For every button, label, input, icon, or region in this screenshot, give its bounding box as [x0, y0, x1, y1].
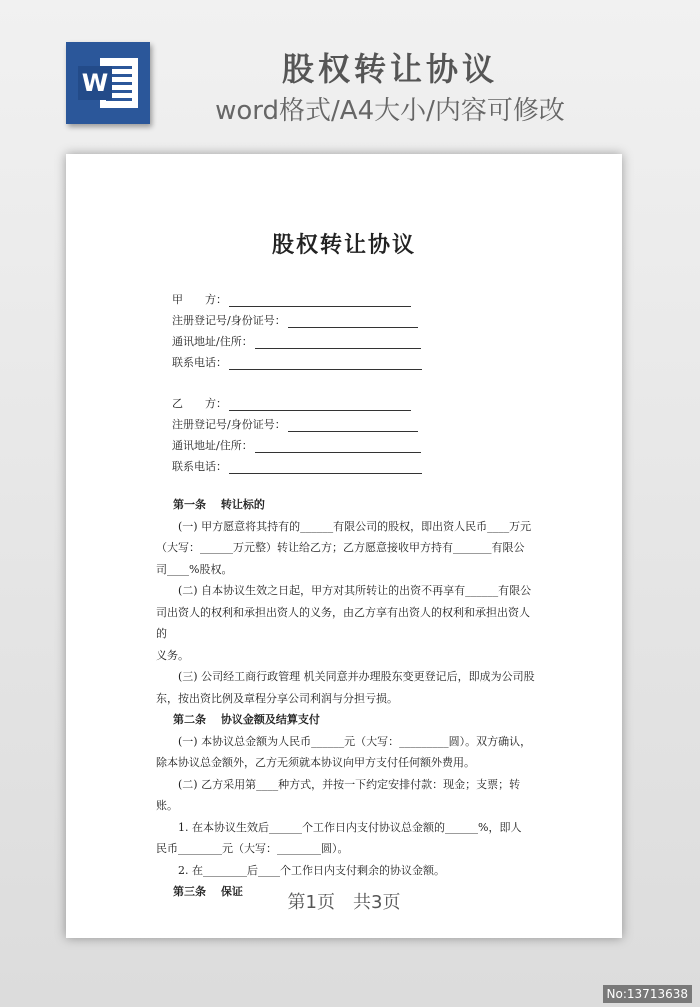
party-b-phone-field[interactable] [229, 461, 422, 474]
clause-heading: 第二条 协议金额及结算支付 [173, 713, 320, 726]
party-b-name-field[interactable] [229, 398, 411, 411]
banner-subtitle: word格式/A4大小/内容可修改 [215, 96, 565, 126]
party-b-phone-label: 联系电话： [172, 460, 227, 473]
clause-heading: 第三条 保证 [173, 885, 243, 898]
party-a-phone-label: 联系电话： [172, 356, 227, 369]
party-b-name-row [172, 390, 422, 411]
party-a-phone-row [172, 349, 422, 370]
party-a-reg-field[interactable] [288, 315, 418, 328]
body-line: (二) 自本协议生效之日起，甲方对其所转让的出资不再享有______有限公 [178, 584, 532, 597]
body-line: 除本协议总金额外，乙方无须就本协议向甲方支付任何额外费用。 [156, 756, 475, 769]
banner-header [0, 0, 700, 150]
party-a-name-field[interactable] [229, 294, 411, 307]
party-b-phone-row [172, 453, 422, 474]
page-number: 第1页 共3页 [287, 892, 401, 913]
image-id-watermark: No:13713638 [603, 985, 692, 1003]
party-b-addr-row [172, 432, 422, 453]
body-line: (二) 乙方采用第____种方式，并按一下约定安排付款：现金；支票；转账。 [156, 777, 521, 812]
body-line: 2. 在________后____个工作日内支付剩余的协议金额。 [178, 863, 445, 877]
banner-title: 股权转让协议 [281, 50, 498, 88]
body-line: 司出资人的权利和承担出资人的义务，由乙方享有出资人的权利和承担出资人的 [156, 605, 530, 640]
party-b-addr-label: 通讯地址/住所： [172, 439, 253, 452]
party-a-reg-row [172, 307, 422, 328]
body-line: （大写：______万元整）转让给乙方；乙方愿意接收甲方持有_______有限公 [156, 541, 525, 554]
body-line: (一) 甲方愿意将其持有的______有限公司的股权，即出资人民币____万元 [178, 519, 532, 533]
clause-heading: 第一条 转让标的 [173, 498, 265, 511]
party-b-label: 乙 方： [172, 397, 227, 410]
document-page [66, 154, 622, 938]
body-line: 东，按出资比例及章程分享公司利润与分担亏损。 [156, 691, 398, 705]
party-a-block [172, 286, 422, 370]
document-title: 股权转让协议 [271, 232, 416, 258]
party-b-reg-field[interactable] [288, 419, 418, 432]
party-a-addr-label: 通讯地址/住所： [172, 335, 253, 348]
party-b-reg-row [172, 411, 422, 432]
body-line: 司____%股权。 [156, 562, 233, 576]
body-line: (三) 公司经工商行政管理 机关同意并办理股东变更登记后，即成为公司股 [178, 670, 535, 683]
party-a-name-row [172, 286, 422, 307]
party-a-label: 甲 方： [172, 293, 227, 306]
document-body [156, 494, 536, 903]
party-a-addr-row [172, 328, 422, 349]
word-icon [66, 42, 150, 124]
body-line: 1. 在本协议生效后______个工作日内支付协议总金额的______%，即人 [178, 820, 522, 834]
party-b-addr-field[interactable] [255, 440, 421, 453]
party-b-reg-label: 注册登记号/身份证号： [172, 418, 286, 431]
party-a-reg-label: 注册登记号/身份证号： [172, 314, 286, 327]
word-letter: W [78, 66, 112, 100]
party-a-addr-field[interactable] [255, 336, 421, 349]
party-b-block [172, 390, 422, 474]
body-line: 义务。 [156, 648, 189, 662]
body-line: 民币________元（大写：________圆）。 [156, 842, 349, 855]
body-line: (一) 本协议总金额为人民币______元（大写：_________圆）。双方确认， [178, 734, 532, 748]
party-a-phone-field[interactable] [229, 357, 422, 370]
